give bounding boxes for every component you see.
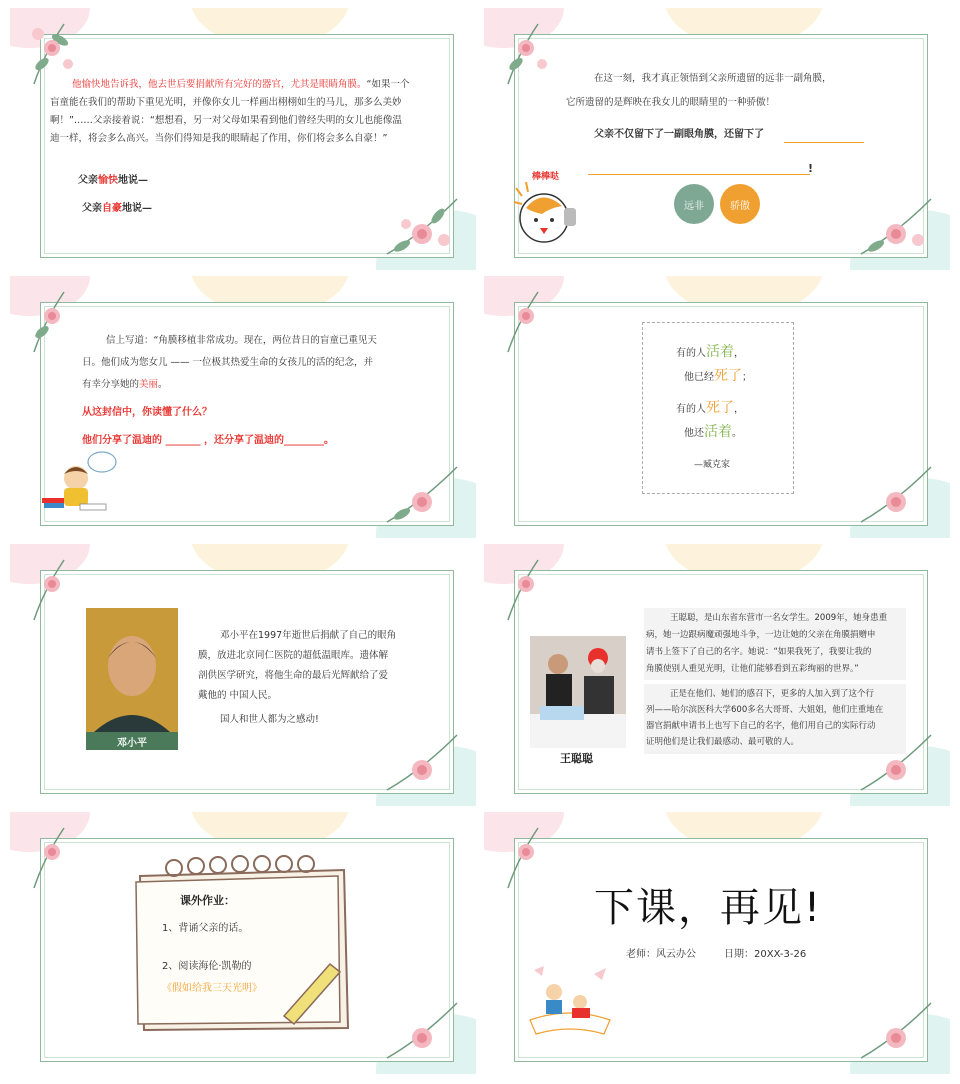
flower-corner-icon xyxy=(24,282,84,362)
poem-line xyxy=(676,340,744,366)
flower-corner-icon xyxy=(24,818,84,898)
poem-keyword: 死了 xyxy=(714,368,742,384)
paragraph-text: 有幸分享她的 xyxy=(82,379,140,390)
story-line: 器官捐献申请书上也写下自己的名字，他们用自己的实际行动 xyxy=(646,721,876,731)
slide-4[interactable] xyxy=(484,276,950,538)
question-text: 父亲不仅留下了一副眼角膜，还留下了 xyxy=(594,129,764,140)
story-line: 正是在他们、她们的感召下，更多的人加入到了这个行 xyxy=(670,689,875,699)
story-line: 列——哈尔滨医科大学600多名大哥哥、大姐姐，他们庄重地在 xyxy=(646,705,884,715)
story-line: 请书上签下了自己的名字。她说：“如果我死了，我要让我的 xyxy=(646,647,872,657)
answer-blank[interactable] xyxy=(588,174,810,175)
paragraph-line: 在这一刻，我才真正领悟到父亲所遗留的远非一副角膜， xyxy=(594,73,832,84)
poem-author: —臧克家 xyxy=(694,460,731,470)
poem-text: ， xyxy=(734,404,744,415)
answer-button-yuanfei[interactable]: 远非 xyxy=(674,184,714,224)
poem-text: 他已经 xyxy=(684,372,714,383)
slide-5[interactable] xyxy=(10,544,476,806)
answer-blank[interactable] xyxy=(784,142,864,143)
poem-keyword: 活着 xyxy=(706,344,734,360)
paragraph-line: 剖供医学研究，将他生命的最后光辉献给了爱 xyxy=(198,670,389,681)
story-line: 王聪聪，是山东省东营市一名女学生。2009年，她身患重 xyxy=(670,613,888,623)
book-title: 《假如给我三天光明》 xyxy=(162,983,262,994)
flower-corner-icon xyxy=(856,194,936,264)
paragraph-line: 它所遗留的是辉映在我女儿的眼睛里的一种骄傲！ xyxy=(566,97,776,108)
slide-7[interactable] xyxy=(10,812,476,1074)
notepad-icon xyxy=(134,852,352,1034)
quote-text: 如果看到他们曾经失明的女儿也能像温迪一样，将会多么高兴。当你们得 xyxy=(50,115,402,144)
paragraph-line: 日。他们成为您女儿 —— 一位极其热爱生命的女孩儿的活的纪念，并 xyxy=(82,357,374,368)
portrait-caption: 邓小平 xyxy=(86,732,178,750)
speaker-label: 地说— xyxy=(122,203,152,214)
paragraph-line: 戴他的 中国人民。 xyxy=(198,690,278,701)
quote-highlight: 他愉快地告诉我，他去世后要捐献所有完好的器官，尤其是眼睛角 xyxy=(72,79,348,90)
slide-6[interactable] xyxy=(484,544,950,806)
speaker-label: 父亲 xyxy=(78,175,98,186)
quote-highlight: 膜。 xyxy=(347,79,367,90)
paragraph-line xyxy=(82,376,168,394)
homework-item: 1、背诵父亲的话。 xyxy=(162,923,249,934)
homework-item: 2、阅读海伦·凯勒的 xyxy=(162,961,252,972)
slide-8[interactable] xyxy=(484,812,950,1074)
portrait-photo xyxy=(86,608,178,732)
speaker-line xyxy=(82,200,152,218)
speaker-label: 父亲 xyxy=(82,203,102,214)
paragraph xyxy=(50,76,410,148)
exclamation-mark: ! xyxy=(808,162,814,175)
flower-corner-icon xyxy=(856,462,936,532)
hospital-photo xyxy=(530,636,626,748)
question-text: 从这封信中，你读懂了什么？ xyxy=(82,407,212,418)
reading-children-icon xyxy=(524,962,616,1044)
farewell-title: 下课，再见! xyxy=(594,885,823,931)
poem-line xyxy=(684,420,742,446)
flower-corner-icon xyxy=(856,998,936,1068)
paragraph-line: 邓小平在1997年逝世后捐献了自己的眼角 xyxy=(220,630,397,641)
flower-corner-icon xyxy=(382,462,462,532)
cartoon-face-icon xyxy=(512,178,582,252)
poem-line xyxy=(676,396,744,422)
flower-corner-icon xyxy=(382,998,462,1068)
poem-text: 有的人 xyxy=(676,404,706,415)
poem-text: 他还 xyxy=(684,428,704,439)
quote-text: 栩如生的马儿，那多么美妙啊！”……父亲接着说：“想想看，另一对父母 xyxy=(50,97,402,126)
speaker-line xyxy=(78,172,148,190)
poem-keyword: 死了 xyxy=(706,400,734,416)
poem-keyword: 活着 xyxy=(704,424,732,440)
emotion-word: 愉快 xyxy=(98,175,118,186)
slide-1[interactable] xyxy=(10,8,476,270)
flower-corner-icon xyxy=(24,550,84,630)
paragraph-line: 国人和世人都为之感动! xyxy=(220,714,319,725)
flower-corner-icon xyxy=(382,194,462,264)
flower-corner-icon xyxy=(498,282,558,362)
story-line: 病，她一边跟病魔顽强地斗争，一边让她的父亲在角膜捐赠申 xyxy=(646,630,876,640)
slide-2[interactable] xyxy=(484,8,950,270)
paragraph-text: 。 xyxy=(158,379,168,390)
flower-corner-icon xyxy=(498,550,558,630)
fill-blank-question: 他们分享了温迪的 _______ ，还分享了温迪的________。 xyxy=(82,435,334,446)
photo-caption: 王聪聪 xyxy=(560,752,593,765)
paragraph-line: 膜，放进北京同仁医院的超低温眼库。遗体解 xyxy=(198,650,389,661)
date-label: 日期：20XX-3-26 xyxy=(724,949,807,960)
highlight-word: 美丽 xyxy=(139,379,159,390)
emotion-word: 自豪 xyxy=(102,203,122,214)
flower-corner-icon xyxy=(498,14,558,94)
speaker-label: 地说— xyxy=(118,175,148,186)
flower-corner-icon xyxy=(382,730,462,800)
story-line: 角膜使别人重见光明，让他们能够看到五彩绚丽的世界。” xyxy=(646,664,859,674)
poem-text: ； xyxy=(742,372,752,383)
flower-corner-icon xyxy=(498,818,558,898)
story-line: 证明他们是让我们最感动、最可敬的人。 xyxy=(646,737,800,747)
teacher-label: 老师：风云办公 xyxy=(626,949,696,960)
quote-text: “如果一个盲童能在我们的帮助下重见光明，并像你女儿一样画出栩 xyxy=(50,79,410,108)
paragraph-line: 信上写道：“角膜移植非常成功。现在，两位昔日的盲童已重见天 xyxy=(106,335,377,346)
reading-child-icon xyxy=(40,448,120,514)
poem-text: 。 xyxy=(732,428,742,439)
homework-title: 课外作业： xyxy=(180,894,235,907)
poem-line xyxy=(684,364,752,390)
quote-text: 知是我的眼睛起了作用，你们将会多么自豪！” xyxy=(192,133,388,144)
slide-3[interactable] xyxy=(10,276,476,538)
poem-text: ， xyxy=(734,348,744,359)
sticker-text: 棒棒哒 xyxy=(532,172,560,182)
poem-text: 有的人 xyxy=(676,348,706,359)
answer-button-jiaoao[interactable]: 骄傲 xyxy=(720,184,760,224)
